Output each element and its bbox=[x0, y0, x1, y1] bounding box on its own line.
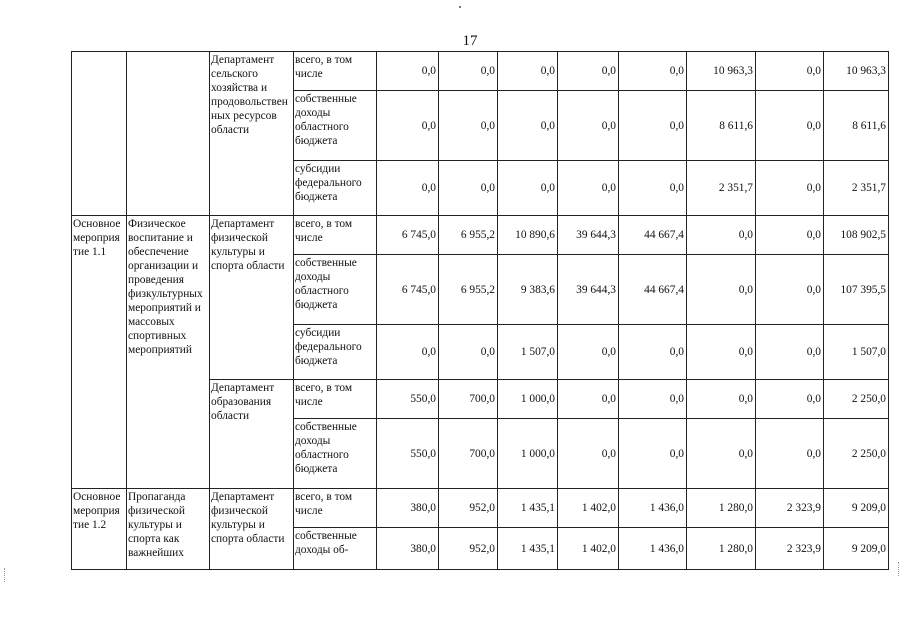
value-cell: 39 644,3 bbox=[558, 216, 619, 255]
value-cell: 1 402,0 bbox=[558, 489, 619, 528]
value-cell: 0,0 bbox=[558, 380, 619, 419]
value-cell: 2 323,9 bbox=[756, 489, 824, 528]
value-cell: 952,0 bbox=[439, 528, 498, 570]
value-cell: 6 955,2 bbox=[439, 216, 498, 255]
value-cell: 2 351,7 bbox=[687, 161, 756, 216]
value-cell: 380,0 bbox=[377, 489, 439, 528]
value-cell: 108 902,5 bbox=[824, 216, 889, 255]
value-cell: 0,0 bbox=[756, 161, 824, 216]
margin-mark-left bbox=[4, 568, 6, 582]
value-cell: 8 611,6 bbox=[687, 91, 756, 161]
value-cell: 0,0 bbox=[687, 380, 756, 419]
value-cell: 0,0 bbox=[439, 91, 498, 161]
value-cell: 1 435,1 bbox=[498, 528, 558, 570]
value-cell: 2 250,0 bbox=[824, 419, 889, 489]
value-cell: 0,0 bbox=[377, 91, 439, 161]
activity-cell: Основное мероприятие 1.1 bbox=[72, 216, 127, 489]
source-cell: субсидии федерального бюджета bbox=[294, 325, 377, 380]
value-cell: 1 000,0 bbox=[498, 419, 558, 489]
value-cell: 0,0 bbox=[687, 216, 756, 255]
value-cell: 0,0 bbox=[439, 52, 498, 91]
value-cell: 9 383,6 bbox=[498, 255, 558, 325]
value-cell: 700,0 bbox=[439, 419, 498, 489]
department-cell: Департамент образования области bbox=[210, 380, 294, 489]
value-cell: 0,0 bbox=[558, 161, 619, 216]
department-cell: Департамент физической культуры и спорта области bbox=[210, 216, 294, 380]
value-cell: 0,0 bbox=[498, 91, 558, 161]
value-cell: 0,0 bbox=[619, 91, 687, 161]
value-cell: 0,0 bbox=[439, 161, 498, 216]
value-cell: 550,0 bbox=[377, 380, 439, 419]
value-cell: 2 351,7 bbox=[824, 161, 889, 216]
value-cell: 6 745,0 bbox=[377, 216, 439, 255]
value-cell: 1 435,1 bbox=[498, 489, 558, 528]
budget-table bbox=[71, 51, 889, 570]
source-cell: всего, в том числе bbox=[294, 216, 377, 255]
value-cell: 0,0 bbox=[498, 52, 558, 91]
value-cell: 0,0 bbox=[558, 52, 619, 91]
value-cell: 0,0 bbox=[687, 325, 756, 380]
value-cell: 2 323,9 bbox=[756, 528, 824, 570]
value-cell: 0,0 bbox=[619, 325, 687, 380]
source-cell: собственные доходы областного бюджета bbox=[294, 91, 377, 161]
table-row bbox=[72, 52, 889, 91]
table-row bbox=[72, 489, 889, 528]
value-cell: 0,0 bbox=[377, 325, 439, 380]
value-cell: 0,0 bbox=[756, 380, 824, 419]
description-cell: Пропаганда физической культуры и спорта как важнейших bbox=[127, 489, 210, 570]
scan-speck bbox=[459, 6, 461, 8]
value-cell: 6 745,0 bbox=[377, 255, 439, 325]
value-cell: 107 395,5 bbox=[824, 255, 889, 325]
value-cell: 0,0 bbox=[619, 380, 687, 419]
value-cell: 0,0 bbox=[377, 161, 439, 216]
value-cell: 1 507,0 bbox=[498, 325, 558, 380]
value-cell: 0,0 bbox=[619, 419, 687, 489]
value-cell: 9 209,0 bbox=[824, 528, 889, 570]
value-cell: 1 000,0 bbox=[498, 380, 558, 419]
value-cell: 9 209,0 bbox=[824, 489, 889, 528]
value-cell: 44 667,4 bbox=[619, 255, 687, 325]
value-cell: 0,0 bbox=[756, 216, 824, 255]
value-cell: 700,0 bbox=[439, 380, 498, 419]
value-cell: 0,0 bbox=[558, 91, 619, 161]
department-cell: Департамент сельского хозяйства и продовольственных ресурсов области bbox=[210, 52, 294, 216]
table-row bbox=[72, 216, 889, 255]
value-cell: 0,0 bbox=[619, 52, 687, 91]
source-cell: собственные доходы областного бюджета bbox=[294, 419, 377, 489]
value-cell: 0,0 bbox=[756, 52, 824, 91]
value-cell: 0,0 bbox=[558, 325, 619, 380]
page-number: 17 bbox=[462, 33, 478, 49]
value-cell: 0,0 bbox=[619, 161, 687, 216]
value-cell: 44 667,4 bbox=[619, 216, 687, 255]
value-cell: 10 963,3 bbox=[824, 52, 889, 91]
value-cell: 6 955,2 bbox=[439, 255, 498, 325]
value-cell: 0,0 bbox=[687, 419, 756, 489]
value-cell: 10 963,3 bbox=[687, 52, 756, 91]
source-cell: всего, в том числе bbox=[294, 52, 377, 91]
value-cell: 1 436,0 bbox=[619, 489, 687, 528]
value-cell: 8 611,6 bbox=[824, 91, 889, 161]
source-cell: собственные доходы об- bbox=[294, 528, 377, 570]
activity-cell bbox=[72, 52, 127, 216]
value-cell: 0,0 bbox=[756, 325, 824, 380]
value-cell: 0,0 bbox=[756, 419, 824, 489]
activity-cell: Основное мероприятие 1.2 bbox=[72, 489, 127, 570]
source-cell: всего, в том числе bbox=[294, 380, 377, 419]
value-cell: 0,0 bbox=[377, 52, 439, 91]
value-cell: 952,0 bbox=[439, 489, 498, 528]
value-cell: 0,0 bbox=[558, 419, 619, 489]
margin-mark-right bbox=[898, 562, 900, 576]
value-cell: 1 280,0 bbox=[687, 528, 756, 570]
value-cell: 380,0 bbox=[377, 528, 439, 570]
value-cell: 1 280,0 bbox=[687, 489, 756, 528]
description-cell: Физическое воспитание и обеспечение организации и проведения физкультурных мероприятий и массовых спортивных мероприятий bbox=[127, 216, 210, 489]
value-cell: 0,0 bbox=[687, 255, 756, 325]
value-cell: 1 402,0 bbox=[558, 528, 619, 570]
source-cell: всего, в том числе bbox=[294, 489, 377, 528]
value-cell: 0,0 bbox=[498, 161, 558, 216]
source-cell: собственные доходы областного бюджета bbox=[294, 255, 377, 325]
value-cell: 1 507,0 bbox=[824, 325, 889, 380]
value-cell: 0,0 bbox=[756, 255, 824, 325]
value-cell: 10 890,6 bbox=[498, 216, 558, 255]
value-cell: 0,0 bbox=[439, 325, 498, 380]
value-cell: 0,0 bbox=[756, 91, 824, 161]
value-cell: 39 644,3 bbox=[558, 255, 619, 325]
value-cell: 1 436,0 bbox=[619, 528, 687, 570]
department-cell: Департамент физической культуры и спорта области bbox=[210, 489, 294, 570]
description-cell bbox=[127, 52, 210, 216]
source-cell: субсидии федерального бюджета bbox=[294, 161, 377, 216]
value-cell: 550,0 bbox=[377, 419, 439, 489]
value-cell: 2 250,0 bbox=[824, 380, 889, 419]
